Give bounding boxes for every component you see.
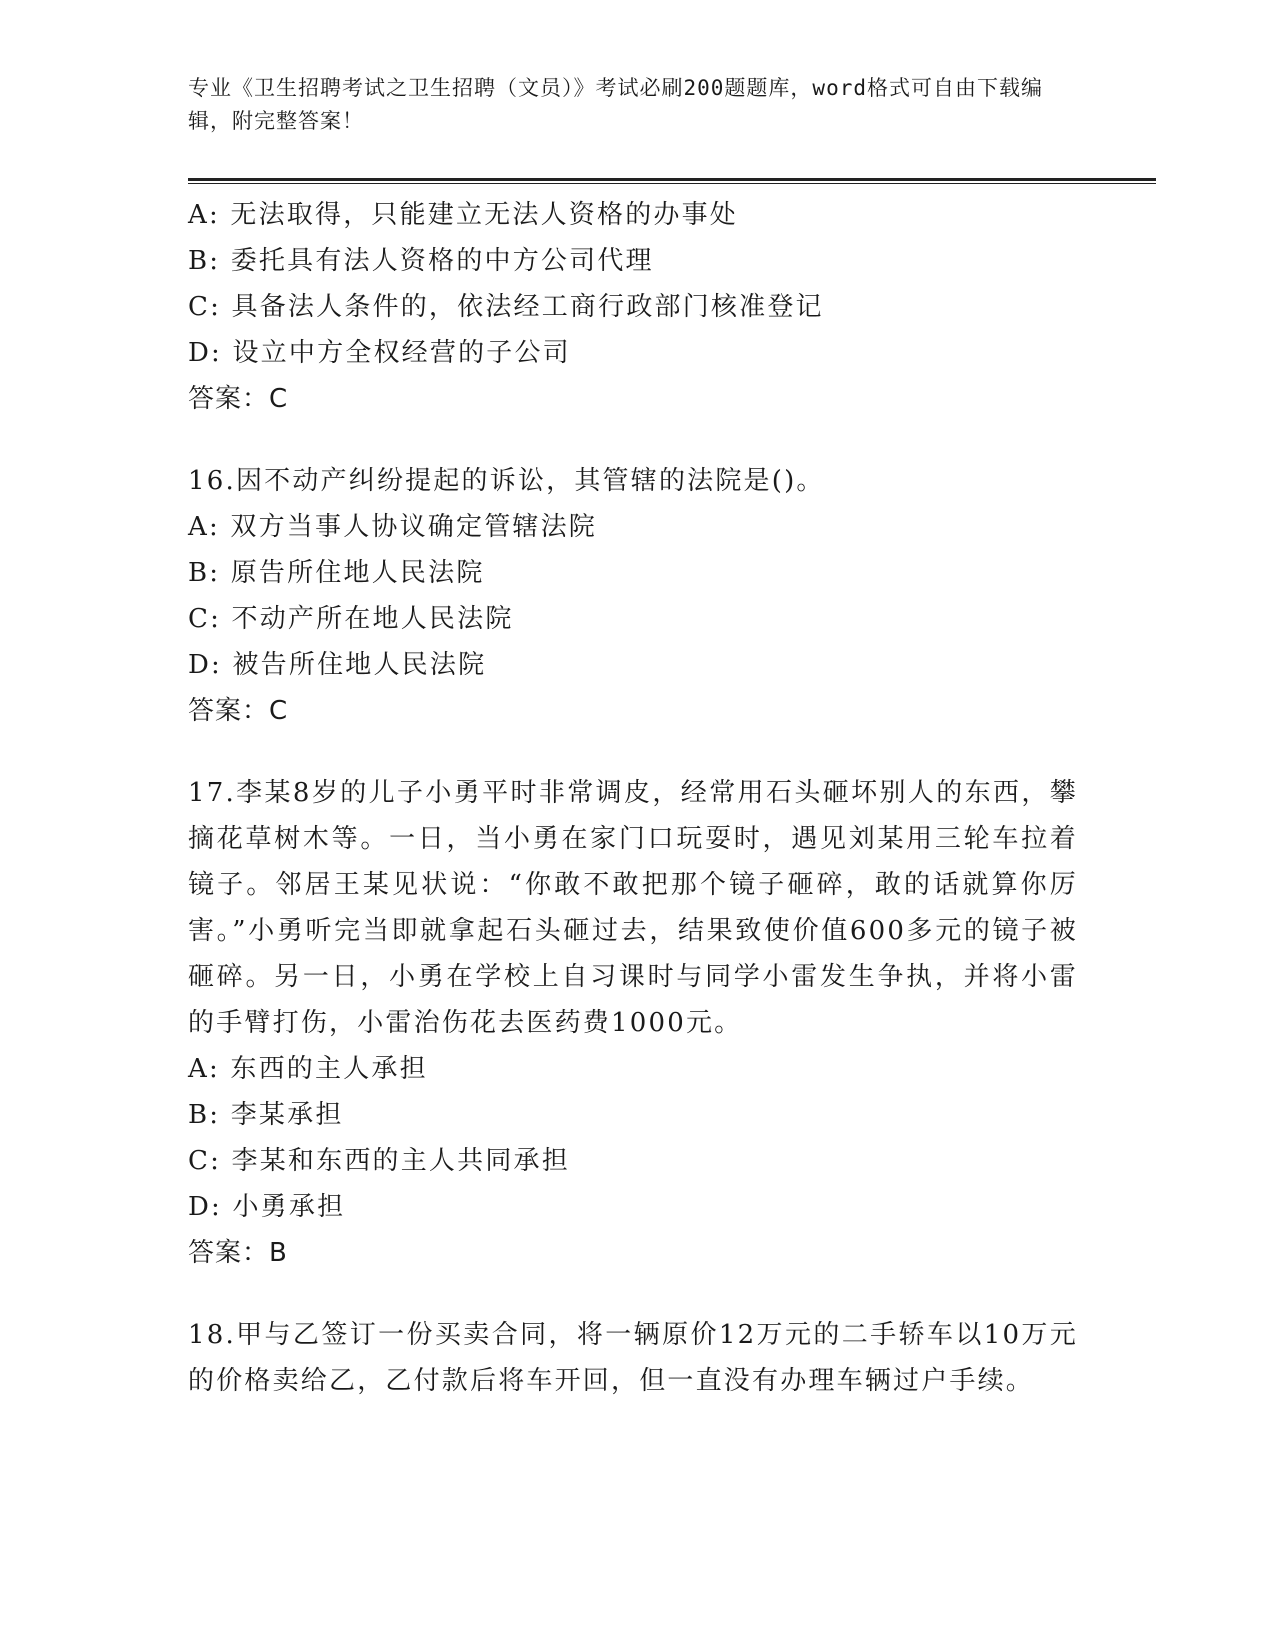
option-a: A: 东西的主人承担 (188, 1054, 428, 1084)
option-d: D: 被告所住地人民法院 (188, 650, 487, 680)
document-body (188, 192, 1088, 1404)
question-18 (188, 1312, 1088, 1404)
question-17 (188, 770, 1088, 1276)
question-15 (188, 192, 1088, 422)
option-b: B: 委托具有法人资格的中方公司代理 (188, 246, 654, 276)
question-16 (188, 458, 1088, 734)
question-text: 17.李某8岁的儿子小勇平时非常调皮，经常用石头砸坏别人的东西，攀摘花草树木等。一日，当小勇在家门口玩耍时，遇见刘某用三轮车拉着镜子。邻居王某见状说：“你敢不敢把那个镜子砸碎，敢的话就算你厉害。”小勇听完当即就拿起石头砸过去，结果致使价值600多元的镜子被砸碎。另一日，小勇在学校上自习课时与同学小雷发生争执，并将小雷的手臂打伤，小雷治伤花去医药费1000元。 (188, 778, 1078, 1038)
option-c: C: 具备法人条件的，依法经工商行政部门核准登记 (188, 292, 824, 322)
answer: 答案：C (188, 696, 289, 726)
answer: 答案：B (188, 1238, 288, 1268)
answer: 答案：C (188, 384, 289, 414)
header-divider (188, 178, 1156, 181)
option-d: D: 小勇承担 (188, 1192, 346, 1222)
option-b: B: 李某承担 (188, 1100, 344, 1130)
option-a: A: 双方当事人协议确定管辖法院 (188, 512, 598, 542)
header-divider-thin (188, 183, 1156, 184)
option-c: C: 李某和东西的主人共同承担 (188, 1146, 570, 1176)
option-c: C: 不动产所在地人民法院 (188, 604, 514, 634)
option-b: B: 原告所住地人民法院 (188, 558, 485, 588)
question-text: 16.因不动产纠纷提起的诉讼，其管辖的法院是()。 (188, 466, 825, 496)
page-header: 专业《卫生招聘考试之卫生招聘（文员）》考试必刷200题题库，word格式可自由下载编辑，附完整答案！ (188, 76, 1043, 133)
option-a: A: 无法取得，只能建立无法人资格的办事处 (188, 200, 739, 230)
option-d: D: 设立中方全权经营的子公司 (188, 338, 571, 368)
question-text: 18.甲与乙签订一份买卖合同，将一辆原价12万元的二手轿车以10万元的价格卖给乙，乙付款后将车开回，但一直没有办理车辆过户手续。 (188, 1320, 1078, 1396)
